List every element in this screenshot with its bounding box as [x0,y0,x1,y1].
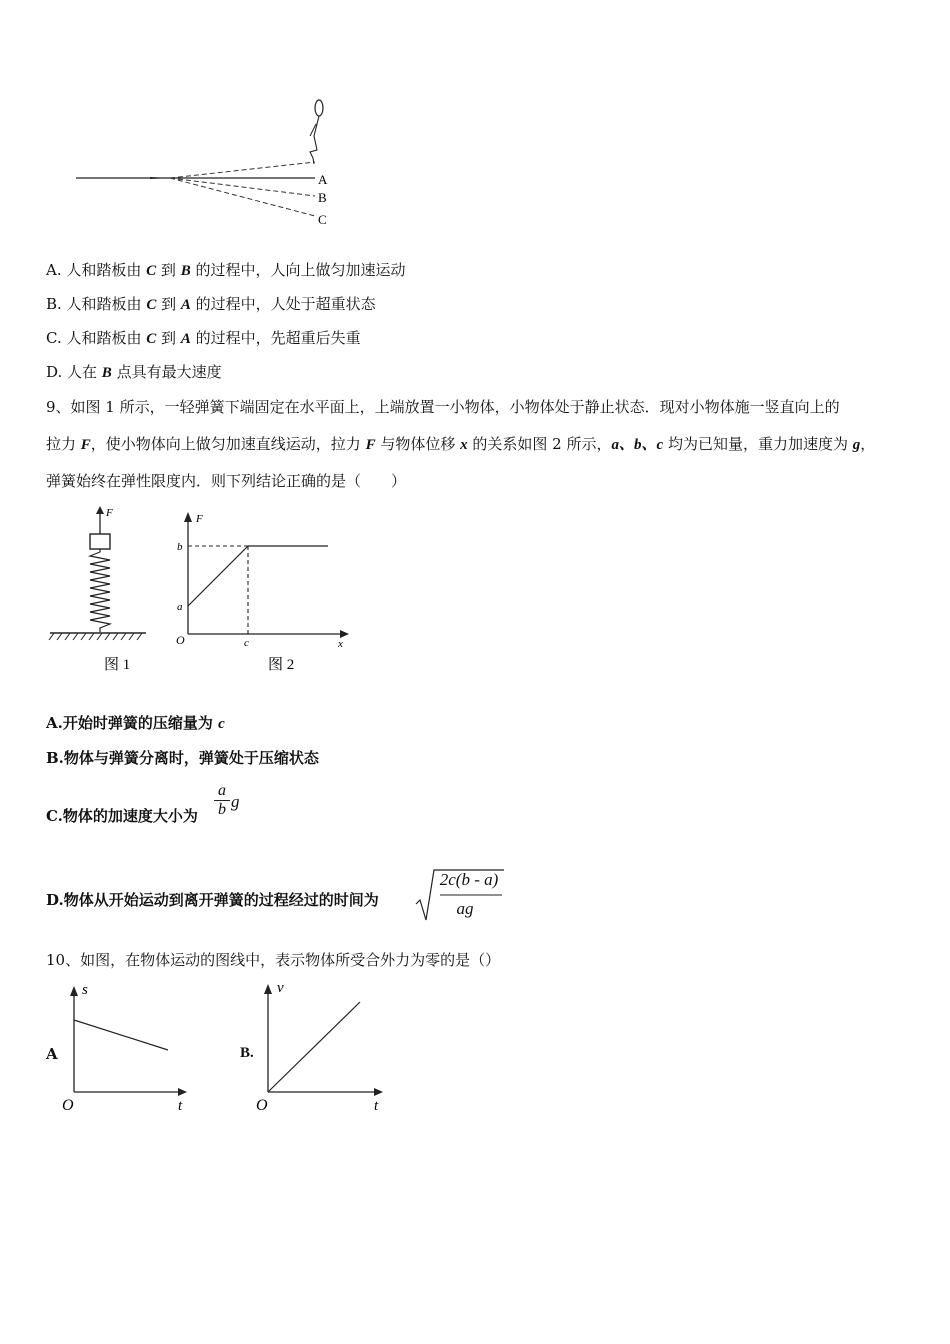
q8-option-b: B. 人和踏板由 C 到 A 的过程中，人处于超重状态 [46,295,376,313]
graph-a-s-t [56,980,196,1115]
graph-b-origin: O [256,1097,268,1114]
graph-b-y-label: v [277,980,284,996]
fraction-a-over-b: a b [214,782,230,819]
label-C: C [318,212,327,227]
q9-option-b: B.物体与弹簧分离时，弹簧处于压缩状态 [46,749,319,767]
graph-b-v-t [250,978,390,1115]
label-A: A [318,172,328,187]
label-B: B [318,190,327,205]
force-label: F [106,507,113,519]
graph-a-y-label: s [82,982,88,998]
q9-option-d: D.物体从开始运动到离开弹簧的过程经过的时间为 [46,891,379,909]
x-axis-label: x [338,638,343,650]
graph-b-x-label: t [374,1098,379,1114]
q9-stem-line2: 拉力 F，使小物体向上做匀加速直线运动，拉力 F 与物体位移 x 的关系如图 2 所示，a、b、c 均为已知量，重力加速度为 g， [46,435,876,453]
a-tick: a [177,601,183,613]
q8-option-c: C. 人和踏板由 C 到 A 的过程中，先超重后失重 [46,329,361,347]
graph-b-label: B. [240,1045,254,1061]
sqrt-numerator: 2c(b - a) [439,870,499,889]
graph-a-x-label: t [178,1098,183,1114]
q8-option-a: A. 人和踏板由 C 到 B 的过程中，人向上做匀加速运动 [46,261,406,279]
graph-a-label: A [46,1045,58,1063]
origin-label: O [176,633,185,647]
gravity-symbol: g [231,792,240,811]
q9-stem-line1: 9、如图 1 所示，一轻弹簧下端固定在水平面上，上端放置一小物体，小物体处于静止状态．现对小物体施一竖直向上的 [46,398,840,416]
q10-stem: 10、如图，在物体运动的图线中，表示物体所受合外力为零的是（） [46,951,501,969]
c-tick: c [244,637,249,649]
q9-stem-line3: 弹簧始终在弹性限度内．则下列结论正确的是（ ） [46,472,407,490]
b-tick: b [177,541,183,553]
fig1-caption: 图 1 [104,657,131,673]
q8-option-d: D. 人在 B 点具有最大速度 [46,363,222,381]
sqrt-denominator: ag [456,899,474,918]
graph-a-origin: O [62,1097,74,1114]
q9-option-c: C.物体的加速度大小为 [46,807,198,825]
springboard-figure [70,92,340,232]
spring-figure [44,502,154,677]
fig2-caption: 图 2 [268,657,295,673]
y-axis-label: F [196,513,203,525]
q9-option-a: A.开始时弹簧的压缩量为 c [46,714,225,732]
force-displacement-graph [168,506,358,678]
